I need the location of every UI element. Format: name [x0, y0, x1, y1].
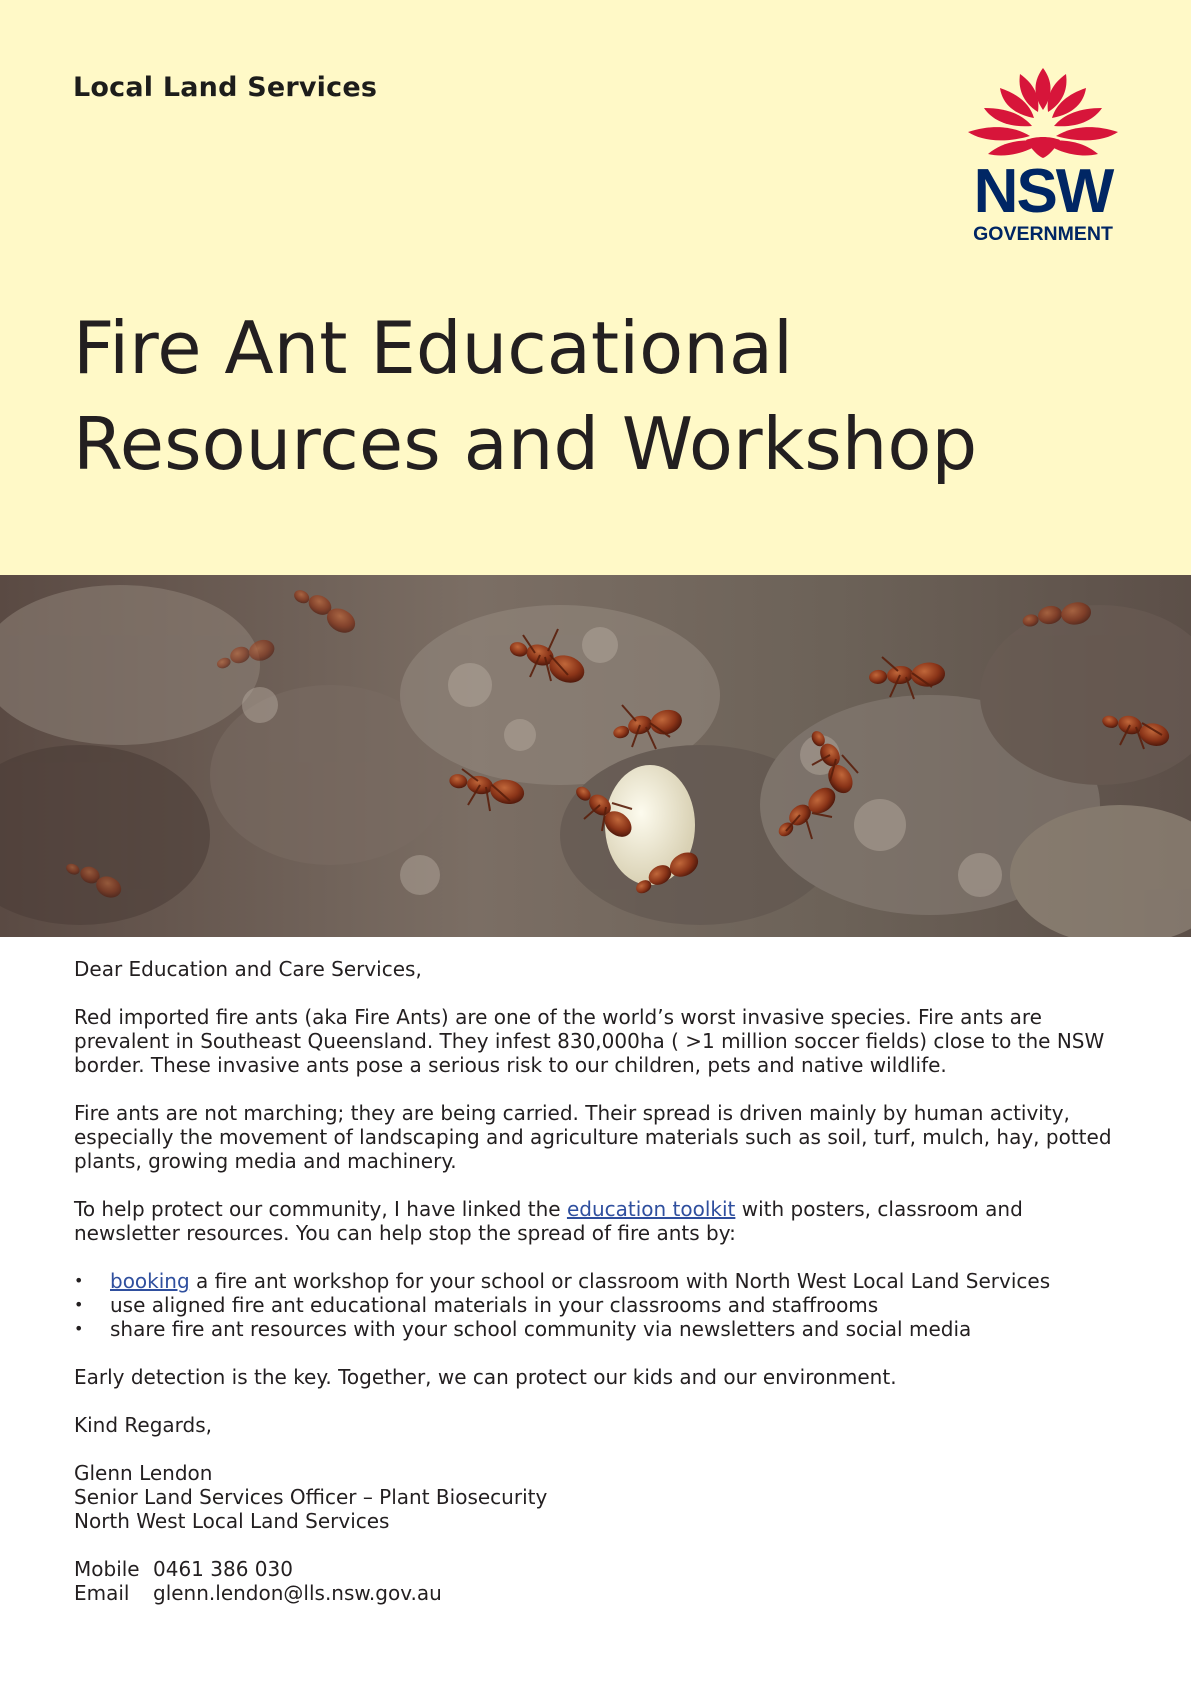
header-banner [0, 0, 1191, 575]
fire-ants-photo [0, 575, 1191, 937]
paragraph-3 [74, 1197, 1124, 1245]
list-item [74, 1269, 1124, 1293]
contact-details [74, 1557, 1124, 1605]
nsw-government-logo [958, 66, 1128, 246]
mobile-number: 0461 386 030 [153, 1557, 293, 1581]
booking-link[interactable]: booking [110, 1269, 190, 1293]
paragraph-3-text-after: with posters, classroom and newsletter resources. You can help stop the spread of fire ants by: [74, 1197, 1023, 1245]
signature-org: North West Local Land Services [74, 1509, 390, 1533]
waratah-icon [968, 68, 1118, 158]
closing: Kind Regards, [74, 1413, 212, 1437]
signature-name: Glenn Lendon [74, 1461, 213, 1485]
government-logo-text: GOVERNMENT [973, 223, 1113, 245]
fire-ants-on-soil-photo-icon [0, 575, 1191, 937]
paragraph-2: Fire ants are not marching; they are being carried. Their spread is driven mainly by human activity, especially the movement of landscaping and agriculture materials such as soil, turf, mulch, hay, potted plants, growing media and machinery. [74, 1101, 1112, 1173]
email-address[interactable]: glenn.lendon@lls.nsw.gov.au [153, 1581, 442, 1605]
signature-role: Senior Land Services Officer – Plant Biosecurity [74, 1485, 548, 1509]
org-name: Local Land Services [73, 72, 378, 103]
mobile-row [74, 1557, 1124, 1581]
paragraph-4: Early detection is the key. Together, we can protect our kids and our environment. [74, 1365, 897, 1389]
page-title [73, 300, 977, 492]
education-toolkit-link[interactable]: education toolkit [566, 1197, 736, 1221]
email-row [74, 1581, 1124, 1605]
mobile-label: Mobile [74, 1557, 140, 1581]
list-item: • share fire ant resources with your school community via newsletters and social media [74, 1317, 1124, 1341]
title-line-1: Fire Ant Educational [73, 306, 793, 390]
nsw-logo-text: NSW [973, 157, 1113, 226]
list-item-text: a fire ant workshop for your school or classroom with North West Local Land Services [189, 1269, 1051, 1293]
signature-block [74, 1461, 1124, 1533]
list-item: • use aligned fire ant educational materials in your classrooms and staffrooms [74, 1293, 1124, 1317]
email-label: Email [74, 1581, 130, 1605]
action-list [74, 1269, 1124, 1341]
salutation: Dear Education and Care Services, [74, 957, 422, 981]
letter-body [74, 957, 1124, 1605]
paragraph-3-text-before: To help protect our community, I have linked the [74, 1197, 567, 1221]
title-line-2: Resources and Workshop [73, 402, 978, 486]
paragraph-1: Red imported fire ants (aka Fire Ants) are one of the world’s worst invasive species. Fire ants are prevalent in Southeast Queensland. They infest 830,000ha ( >1 million soccer fields) close to the NSW border. These invasive ants pose a serious risk to our children, pets and native wildlife. [74, 1005, 1105, 1077]
